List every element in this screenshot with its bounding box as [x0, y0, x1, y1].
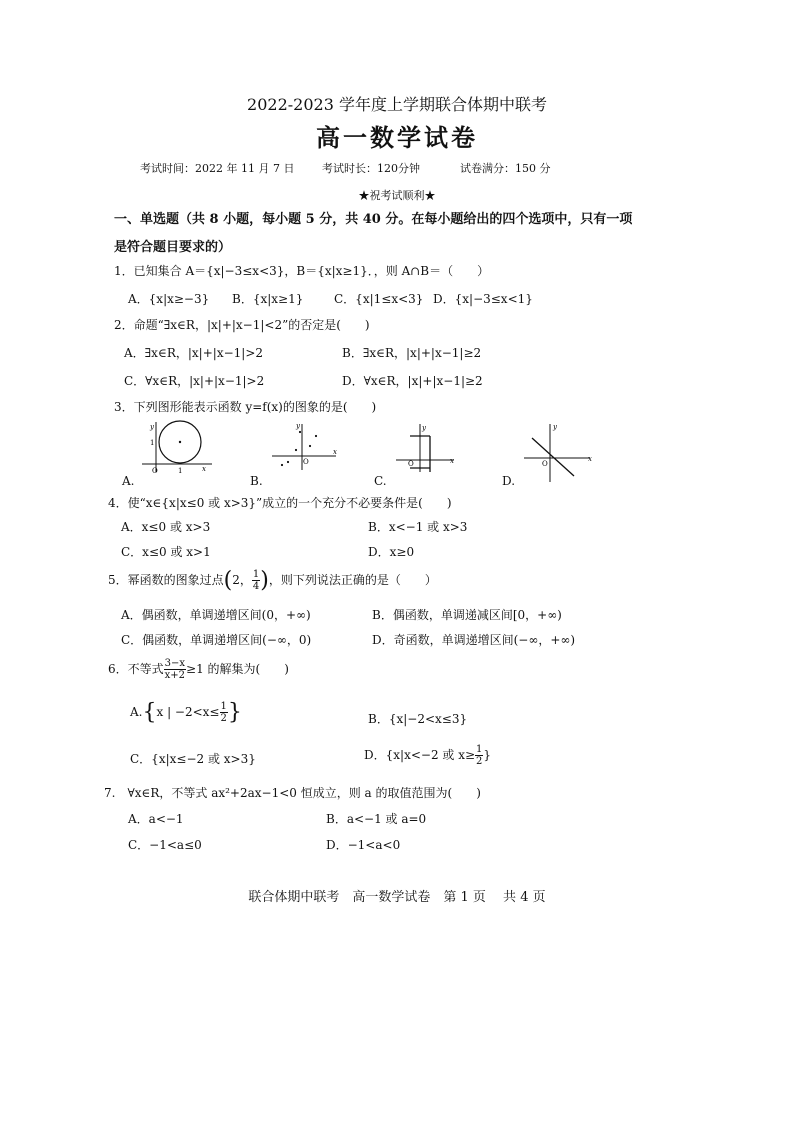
q5-option-c: C．偶函数，单调递增区间(−∞，0) [121, 633, 312, 647]
scatter-point [315, 435, 317, 437]
q3-graph-a [138, 420, 218, 474]
question-4-stem: 4．使“x∈{x|x≤0 或 x>3}”成立的一个充分不必要条件是( ) [108, 496, 452, 510]
q6-option-a-fraction [220, 701, 228, 724]
q3-option-a: A. [122, 474, 135, 488]
section-heading: 一、单选题（共 8 小题，每小题 5 分，共 40 分。在每小题给出的四个选项中，只有一项 [114, 212, 633, 227]
fraction-numerator: 3−x [164, 658, 186, 669]
q3-graph-d [520, 420, 600, 484]
fraction-denominator: 2 [476, 756, 483, 767]
q6-option-d [364, 744, 491, 767]
q6-stem-pre: 6．不等式 [108, 662, 164, 676]
q5-point-x: 2， [232, 573, 252, 587]
q5-point-fraction [252, 569, 260, 592]
y-axis-label: y [422, 424, 426, 432]
fraction-denominator: 4 [252, 581, 260, 592]
q2-option-b: B．∃x∈R，|x|+|x−1|≥2 [342, 346, 482, 360]
question-6-stem [108, 658, 289, 681]
q1-option-a: A．{x|x≥−3} [128, 292, 210, 306]
question-5-stem: 5．幂函数的图象过点(2， $\frac{1}{4}$ )，则下列说法正确的是（ ） [108, 568, 437, 593]
q5-stem-post: ，则下列说法正确的是（ ） [268, 573, 437, 587]
question-3-stem: 3．下列图形能表示函数 y=f(x)的图象的是( ) [114, 400, 377, 414]
origin-label: O [408, 460, 414, 468]
q3-option-b: B. [250, 474, 263, 488]
origin-label: O [542, 460, 548, 468]
q7-option-d: D．−1<a<0 [326, 838, 401, 852]
q6-option-a: A.{x | −2<x≤ $\frac{1}{2}$ } [130, 700, 242, 725]
x-axis-label: x [450, 457, 454, 465]
scatter-point [281, 464, 283, 466]
q4-option-c: C．x≤0 或 x>1 [121, 545, 211, 559]
question-7-stem: 7. ∀x∈R，不等式 ax²+2ax−1<0 恒成立，则 a 的取值范围为( ) [104, 786, 481, 800]
q7-option-b: B．a<−1 或 a=0 [326, 812, 427, 826]
fraction-numerator: 1 [220, 701, 227, 712]
q1-option-d: D．{x|−3≤x<1} [433, 292, 533, 306]
page-title: 高一数学试卷 [316, 123, 478, 152]
question-2-stem: 2．命题“∃x∈R，|x|+|x−1|<2”的否定是( ) [114, 318, 370, 332]
q5-stem-pre: 5．幂函数的图象过点 [108, 573, 224, 587]
x-axis-label: x [333, 448, 337, 456]
q3-graph-c [392, 420, 472, 474]
question-1-stem: 1．已知集合 A＝{x|−3≤x<3}，B＝{x|x≥1}．，则 A∩B＝（ ） [114, 264, 490, 278]
q7-option-c: C．−1<a≤0 [128, 838, 202, 852]
q2-option-c: C．∀x∈R，|x|+|x−1|>2 [124, 374, 265, 388]
q6-inequality-fraction [164, 658, 186, 681]
q5-option-d: D．奇函数，单调递增区间(−∞，+∞) [372, 633, 576, 647]
q4-option-d: D．x≥0 [368, 545, 415, 559]
q3-option-d: D. [502, 474, 516, 488]
good-luck-note: ★祝考试顺利★ [358, 189, 436, 202]
exam-time: 考试时间：2022 年 11 月 7 日 [140, 162, 295, 175]
scatter-point [299, 431, 301, 433]
q6-stem-post: ≥1 的解集为( ) [186, 662, 289, 676]
scatter-point [309, 445, 311, 447]
q6-option-d-post: } [483, 748, 492, 762]
exam-series-title: 2022-2023 学年度上学期联合体期中联考 [247, 95, 547, 114]
scatter-point [295, 449, 297, 451]
q5-option-a: A．偶函数，单调递增区间(0，+∞) [121, 608, 311, 622]
page-footer: 联合体期中联考 高一数学试卷 第 1 页 共 4 页 [248, 890, 546, 905]
q2-option-d: D．∀x∈R，|x|+|x−1|≥2 [342, 374, 483, 388]
origin-label: O [152, 467, 158, 474]
tick-label-y1: 1 [150, 439, 155, 447]
q5-option-b: B．偶函数，单调递减区间[0，+∞) [372, 608, 562, 622]
q6-option-b: B．{x|−2<x≤3} [368, 712, 468, 726]
exam-duration: 考试时长：120分钟 [322, 162, 420, 175]
full-score: 试卷满分：150 分 [460, 162, 551, 175]
q1-option-c: C．{x|1≤x<3} [334, 292, 424, 306]
q6-option-c: C．{x|x≤−2 或 x>3} [130, 752, 256, 766]
q2-option-a: A．∃x∈R，|x|+|x−1|>2 [124, 346, 264, 360]
q3-graph-b [266, 420, 346, 474]
q6-option-a-body: x | −2<x≤ [156, 705, 220, 719]
y-axis-label: y [296, 422, 300, 430]
x-axis-label: x [588, 455, 592, 463]
y-axis-label: y [553, 423, 557, 431]
q6-option-a-letter: A. [130, 705, 143, 719]
scatter-point [287, 461, 289, 463]
origin-label: O [303, 458, 309, 466]
q3-option-c: C. [374, 474, 387, 488]
q4-option-b: B．x<−1 或 x>3 [368, 520, 468, 534]
section-heading-cont: 是符合题目要求的） [114, 240, 232, 255]
curve-line [532, 438, 574, 476]
q1-option-b: B．{x|x≥1} [232, 292, 304, 306]
q4-option-a: A．x≤0 或 x>3 [121, 520, 211, 534]
q7-option-a: A．a<−1 [128, 812, 184, 826]
fraction-denominator: x+2 [164, 670, 186, 681]
fraction-numerator: 1 [252, 569, 260, 580]
fraction-numerator: 1 [476, 744, 483, 755]
fraction-denominator: 2 [220, 713, 227, 724]
circle-center-dot [179, 441, 181, 443]
tick-label-x1: 1 [178, 467, 183, 474]
q6-option-d-pre: D．{x|x<−2 或 x≥ [364, 748, 476, 762]
y-axis-label: y [150, 423, 154, 431]
x-axis-label: x [202, 465, 206, 473]
